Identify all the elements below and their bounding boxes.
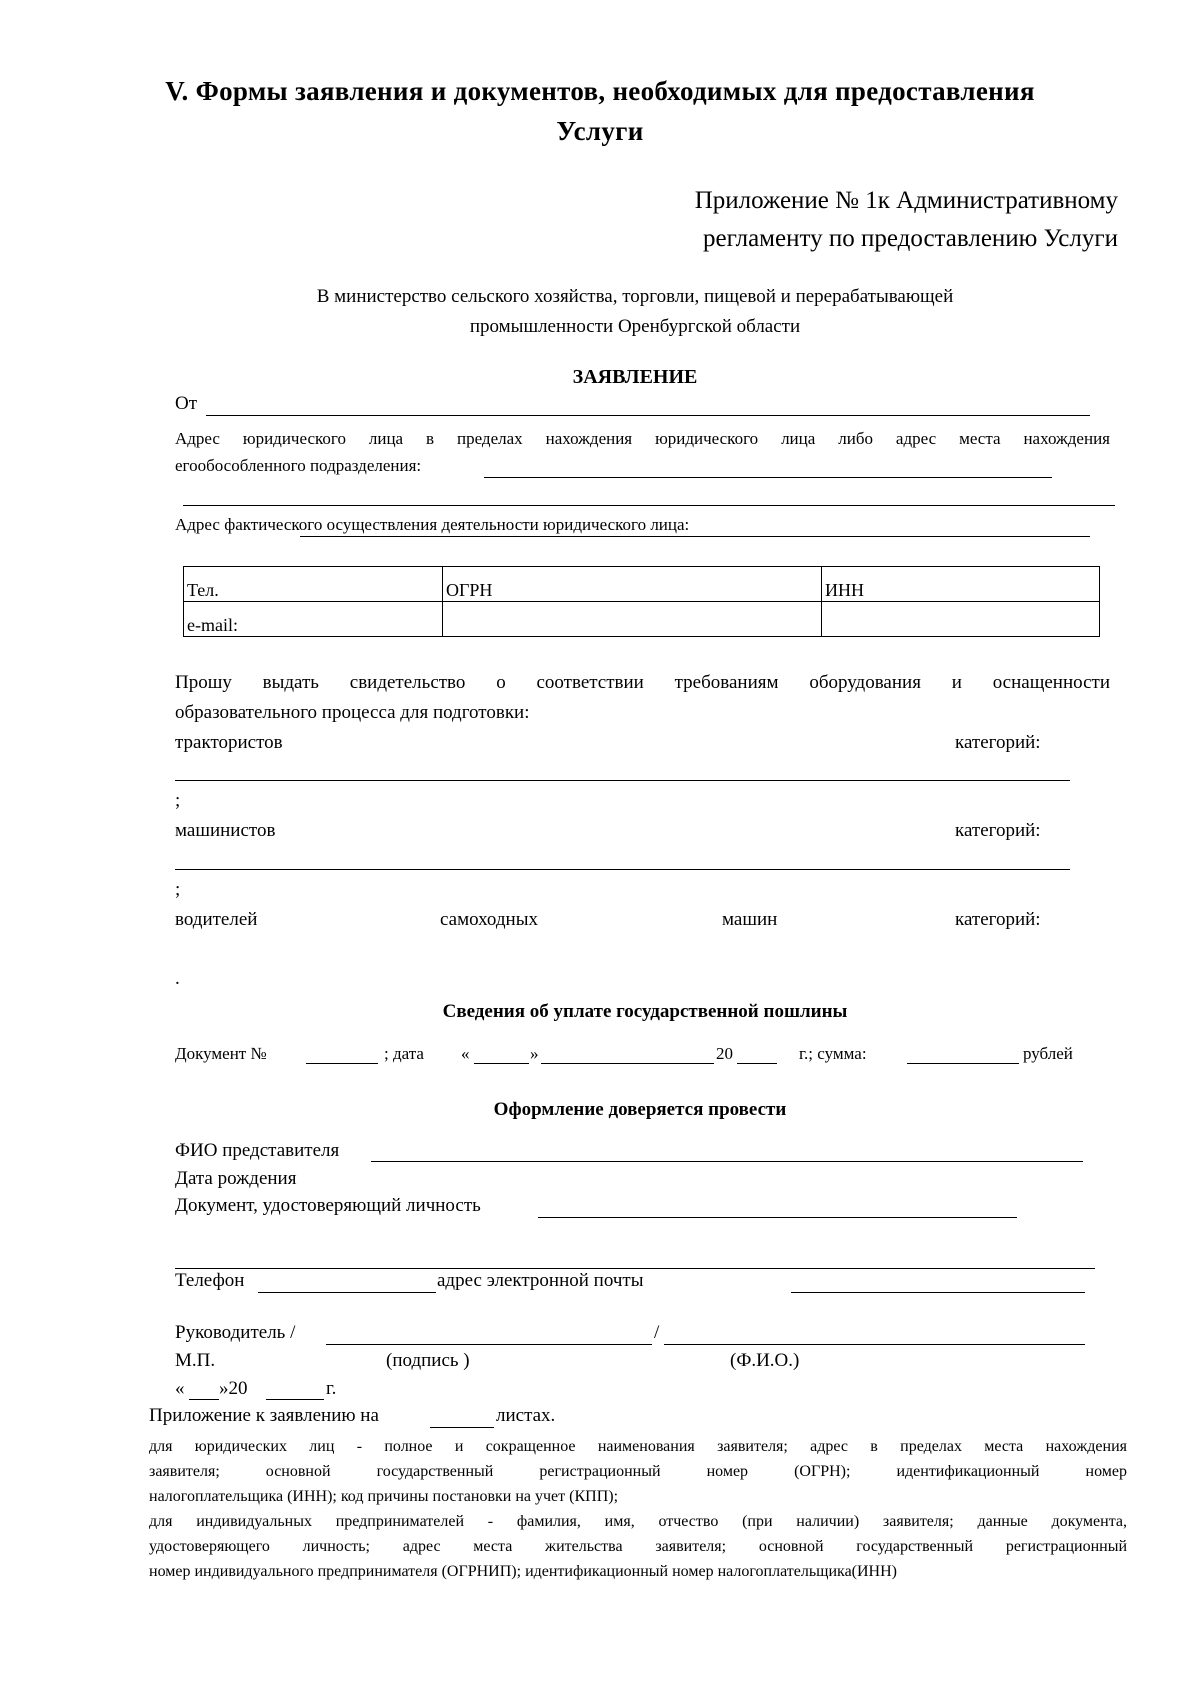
attachment-label-suffix: листах. — [496, 1405, 556, 1426]
request-text-line1: Прошу выдать свидетельство о соответствии требованиям оборудования и оснащенности — [175, 672, 1110, 693]
stamp-label: М.П. — [175, 1350, 216, 1371]
phone-field-line[interactable] — [258, 1292, 436, 1293]
email-cell[interactable] — [184, 602, 443, 637]
sign-hint: (подпись ) — [386, 1350, 470, 1371]
application-title: ЗАЯВЛЕНИЕ — [572, 366, 698, 388]
tel-cell[interactable] — [184, 567, 443, 602]
attachment-legal-line2: заявителя; основной государственный регистрационный номер (ОГРН); идентификационный номер — [149, 1463, 1127, 1480]
inn-label: ИНН — [825, 580, 864, 600]
signature-field-line[interactable] — [326, 1344, 652, 1345]
contact-table — [183, 566, 1100, 637]
machinist-category-line[interactable] — [175, 869, 1070, 870]
machinist-semicolon: ; — [175, 879, 181, 900]
fio-hint: (Ф.И.О.) — [730, 1350, 800, 1371]
inn-cell[interactable] — [822, 567, 1100, 602]
legal-address-line1: Адрес юридического лица в пределах нахождения юридического лица либо адрес места нахождения — [175, 429, 1110, 448]
request-text-line2: образовательного процесса для подготовки: — [175, 702, 530, 723]
payment-year-prefix: 20 — [716, 1044, 733, 1063]
legal-address-line2: егообособленного подразделения: — [175, 456, 422, 475]
machinist-category-label: категорий: — [955, 820, 1041, 841]
attachment-legal-line3: налогоплательщика (ИНН); код причины постановки на учет (КПП); — [149, 1488, 619, 1505]
sign-day-line[interactable] — [189, 1399, 219, 1400]
section-title-line2: Услуги — [556, 116, 644, 146]
payment-year-line[interactable] — [737, 1063, 777, 1064]
actual-address-label: Адрес фактического осуществления деятельности юридического лица: — [175, 515, 690, 534]
legal-address-extra-line[interactable] — [183, 505, 1115, 506]
drivers-word1: водителей — [175, 909, 258, 930]
representative-email-field-line[interactable] — [791, 1292, 1085, 1293]
attachment-label-prefix: Приложение к заявлению на — [149, 1405, 379, 1426]
appendix-line2: регламенту по предоставлению Услуги — [703, 225, 1118, 252]
representative-email-label: адрес электронной почты — [437, 1270, 644, 1291]
tel-label: Тел. — [187, 580, 219, 600]
phone-label: Телефон — [175, 1270, 245, 1291]
payment-close-quote: » — [530, 1044, 539, 1063]
table-row — [184, 602, 1100, 637]
ogrn-value-cell[interactable] — [443, 602, 822, 637]
drivers-period: . — [175, 968, 180, 989]
id-doc-extra-line[interactable] — [175, 1268, 1095, 1269]
attachment-ip-line3: номер индивидуального предпринимателя (ОГРНИП); идентификационный номер налогоплательщика(ИНН) — [149, 1563, 897, 1580]
id-doc-field-line[interactable] — [538, 1217, 1017, 1218]
section-title-line1: V. Формы заявления и документов, необходимых для предоставления — [165, 76, 1035, 106]
ogrn-cell[interactable] — [443, 567, 822, 602]
fio-field-line[interactable] — [371, 1161, 1083, 1162]
attachment-sheets-line[interactable] — [430, 1427, 494, 1428]
tractor-category-line[interactable] — [175, 780, 1070, 781]
signature-slash: / — [654, 1322, 660, 1343]
attachment-ip-line2: удостоверяющего личность; адрес места жительства заявителя; основной государственный регистрационный — [149, 1538, 1127, 1555]
fio-label: ФИО представителя — [175, 1140, 340, 1161]
payment-amount-line[interactable] — [907, 1063, 1019, 1064]
tractor-category-label: категорий: — [955, 732, 1041, 753]
sign-date-end: г. — [326, 1378, 337, 1399]
head-label: Руководитель / — [175, 1322, 296, 1343]
sign-date-mid: »20 — [219, 1378, 248, 1399]
recipient-line2: промышленности Оренбургской области — [469, 316, 801, 337]
actual-address-field-line[interactable] — [300, 536, 1090, 537]
recipient-line1: В министерство сельского хозяйства, торговли, пищевой и перерабатывающей — [316, 286, 954, 307]
drivers-word3: машин — [722, 909, 778, 930]
payment-open-quote: « — [461, 1044, 470, 1063]
payment-day-line[interactable] — [474, 1063, 529, 1064]
inn-value-cell[interactable] — [822, 602, 1100, 637]
drivers-category-label: категорий: — [955, 909, 1041, 930]
representative-title: Оформление доверяется провести — [493, 1099, 787, 1120]
from-label: От — [175, 393, 198, 414]
sign-date-open: « — [175, 1378, 185, 1399]
payment-doc-number-line[interactable] — [306, 1063, 378, 1064]
drivers-word2: самоходных — [440, 909, 538, 930]
payment-year-suffix: г.; сумма: — [799, 1044, 867, 1063]
id-doc-label: Документ, удостоверяющий личность — [175, 1195, 481, 1216]
payment-currency: рублей — [1023, 1044, 1073, 1063]
tractor-semicolon: ; — [175, 790, 181, 811]
payment-month-line[interactable] — [541, 1063, 714, 1064]
machinist-label: машинистов — [175, 820, 276, 841]
payment-title: Сведения об уплате государственной пошлины — [442, 1001, 848, 1022]
ogrn-label: ОГРН — [446, 580, 493, 600]
appendix-line1: Приложение № 1к Административному — [694, 187, 1118, 214]
legal-address-field-line[interactable] — [484, 477, 1052, 478]
head-fio-field-line[interactable] — [664, 1344, 1085, 1345]
birth-label: Дата рождения — [175, 1168, 297, 1189]
attachment-ip-line1: для индивидуальных предпринимателей - фамилия, имя, отчество (при наличии) заявителя; данные документа, — [149, 1513, 1127, 1530]
attachment-legal-line1: для юридических лиц - полное и сокращенное наименования заявителя; адрес в пределах места нахождения — [149, 1438, 1127, 1455]
payment-date-label: ; дата — [384, 1044, 424, 1063]
table-row — [184, 567, 1100, 602]
email-label: e-mail: — [187, 615, 238, 635]
sign-year-line[interactable] — [266, 1399, 324, 1400]
payment-doc-label: Документ № — [175, 1044, 267, 1063]
from-field-line[interactable] — [206, 415, 1090, 416]
tractor-label: трактористов — [175, 732, 283, 753]
